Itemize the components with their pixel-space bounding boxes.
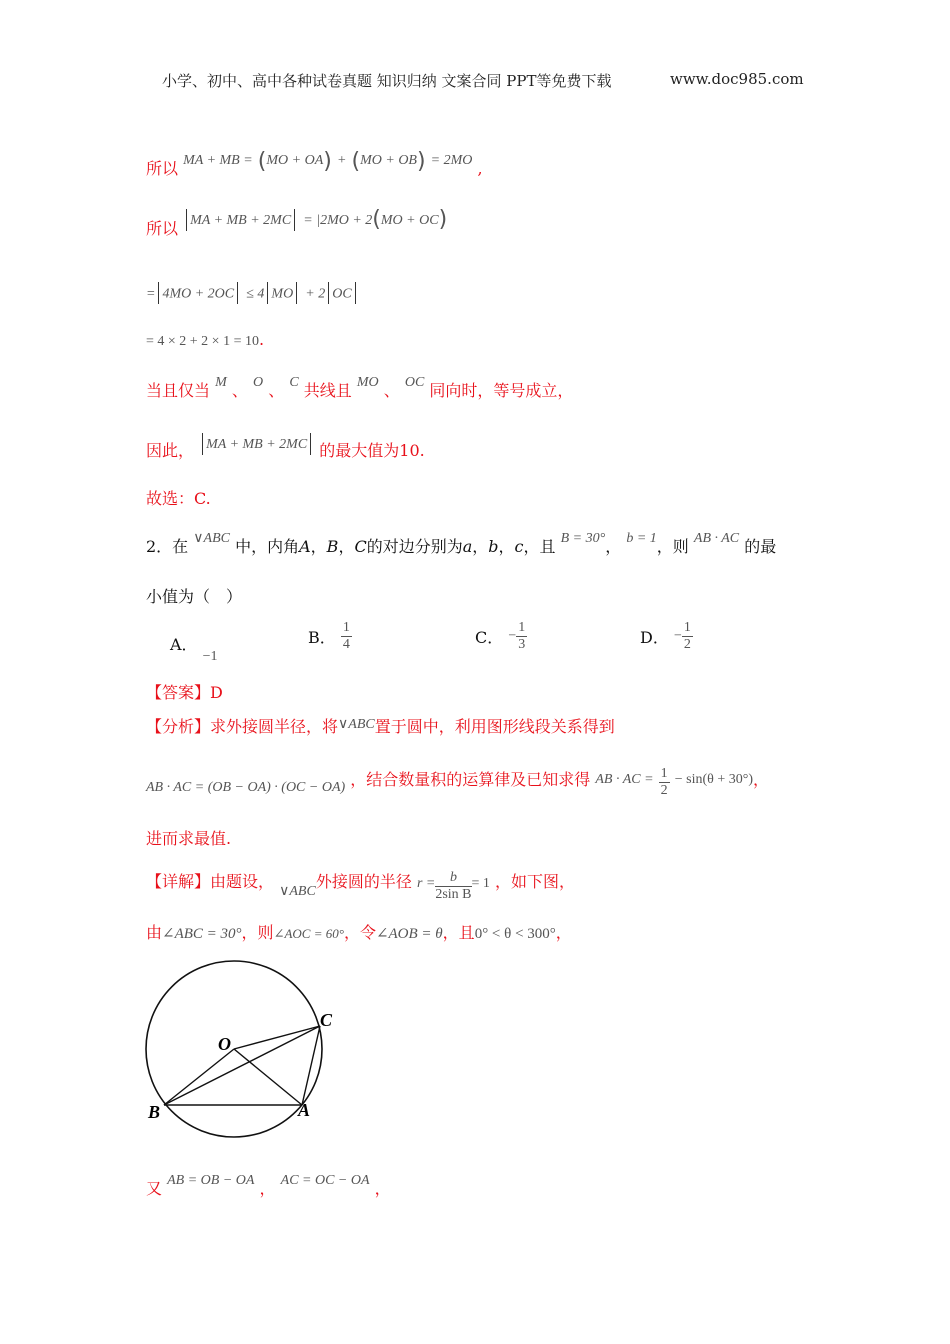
text: . bbox=[258, 330, 265, 349]
text: ， bbox=[259, 1179, 276, 1198]
fraction-numerator: 1 bbox=[342, 620, 350, 635]
option-label: D． bbox=[640, 628, 669, 647]
text: 由 bbox=[146, 923, 163, 942]
text: 的对边分别为 bbox=[366, 537, 463, 556]
detail-tag: 【详解】 bbox=[146, 872, 211, 891]
line-7: 故选：C. bbox=[146, 489, 211, 508]
text: 置于圆中，利用图形线段关系得到 bbox=[374, 717, 615, 736]
text: ，且 bbox=[523, 537, 556, 556]
text: 由题设， bbox=[210, 872, 275, 891]
line-2: 所以 MA + MB + 2MC = |2MO + 2(MO + OC) bbox=[146, 207, 448, 238]
option-sign: − bbox=[508, 628, 517, 644]
line-1: 所以 MA + MB = (MO + OA) + (MO + OB) = 2MO , bbox=[146, 149, 483, 178]
fraction-denominator: 2 bbox=[660, 783, 668, 798]
text: ，令 bbox=[343, 923, 376, 942]
option-d[interactable] bbox=[640, 620, 693, 653]
line-5 bbox=[146, 375, 574, 401]
text: ， bbox=[753, 770, 770, 789]
math: = 2MO bbox=[430, 153, 473, 168]
math: r = bbox=[416, 876, 436, 891]
math: MO + OB bbox=[360, 153, 417, 168]
text: 因此， bbox=[146, 441, 195, 460]
fraction-denominator: 4 bbox=[342, 637, 350, 652]
math: MA + MB + 2MC bbox=[206, 437, 308, 452]
segment-bc bbox=[164, 1026, 320, 1105]
segment-oa bbox=[234, 1049, 302, 1105]
text: 、 bbox=[383, 381, 400, 400]
question-line-1 bbox=[146, 531, 777, 557]
final-line bbox=[146, 1173, 391, 1199]
math: AB · AC bbox=[693, 531, 740, 546]
text: ，结合数量积的运算律及已知求得 bbox=[350, 770, 591, 789]
text: , bbox=[477, 159, 483, 178]
text: 2．在 bbox=[146, 537, 189, 556]
math: ∠AOC = 60° bbox=[273, 926, 344, 941]
text: 的最 bbox=[744, 537, 777, 556]
option-label: B． bbox=[308, 628, 336, 647]
header-text: 小学、初中、高中各种试卷真题 知识归纳 文案合同 PPT等免费下载 bbox=[162, 72, 612, 90]
text: 外接圆的半径 bbox=[315, 872, 412, 891]
text: 共线且 bbox=[303, 381, 352, 400]
fraction-numerator: 1 bbox=[660, 766, 668, 781]
option-label: A． bbox=[170, 635, 198, 654]
math: ∨ABC bbox=[279, 884, 316, 899]
text: ， bbox=[338, 537, 355, 556]
text: ，且 bbox=[442, 923, 475, 942]
answer-value: D bbox=[210, 683, 223, 702]
math: = bbox=[146, 286, 156, 302]
option-sign: − bbox=[673, 628, 682, 644]
text: ，则 bbox=[656, 537, 689, 556]
math: b = 1 bbox=[626, 531, 657, 546]
line-3 bbox=[146, 282, 359, 304]
math: − sin(θ + 30°) bbox=[674, 772, 754, 787]
math: 0° < θ < 300° bbox=[474, 926, 556, 942]
line-4 bbox=[146, 330, 264, 350]
option-c[interactable] bbox=[475, 620, 527, 653]
math: AB · AC = bbox=[595, 772, 654, 787]
math: MO + OA bbox=[266, 153, 324, 168]
text: 、 bbox=[231, 381, 248, 400]
math: O bbox=[252, 375, 264, 390]
math: B = 30° bbox=[560, 531, 606, 546]
math: = |2MO + 2 bbox=[303, 213, 373, 228]
math: = 1 bbox=[471, 876, 490, 891]
math: OC bbox=[404, 375, 425, 390]
text: ， bbox=[472, 537, 489, 556]
text: C bbox=[354, 537, 367, 556]
label-c: C bbox=[320, 1010, 333, 1030]
fraction-numerator: 1 bbox=[683, 620, 691, 635]
option-label: C． bbox=[475, 628, 504, 647]
analysis-tag: 【分析】 bbox=[146, 717, 211, 736]
header-site: www.doc985.com bbox=[670, 70, 804, 88]
text: 当且仅当 bbox=[146, 381, 211, 400]
text: 又 bbox=[146, 1179, 163, 1198]
text: 所以 bbox=[146, 219, 179, 238]
text: 所以 bbox=[146, 159, 179, 178]
text: ， bbox=[605, 537, 622, 556]
line-6 bbox=[146, 438, 425, 463]
circle-figure bbox=[140, 958, 340, 1144]
math: C bbox=[289, 375, 299, 390]
math: ∨ABC bbox=[338, 717, 375, 732]
math: M bbox=[215, 375, 227, 390]
text: b bbox=[488, 537, 499, 556]
segment-ob bbox=[164, 1049, 234, 1105]
label-a: A bbox=[298, 1100, 311, 1120]
text: c bbox=[514, 537, 524, 556]
option-b[interactable] bbox=[308, 620, 352, 653]
text: 的最大值为10. bbox=[319, 441, 425, 460]
math: MO bbox=[356, 375, 379, 390]
math: AB · AC = (OB − OA) · (OC − OA) bbox=[146, 780, 346, 795]
detail-line-2 bbox=[146, 920, 572, 943]
math: MA + MB + 2MC bbox=[190, 213, 292, 228]
math: 4MO + 2OC bbox=[162, 286, 235, 302]
text: ， bbox=[374, 1179, 391, 1198]
math: ∨ABC bbox=[193, 531, 230, 546]
fraction-numerator: b bbox=[435, 870, 471, 887]
analysis-line-2 bbox=[146, 766, 770, 803]
math: = 4 × 2 + 2 × 1 = 10 bbox=[146, 334, 259, 349]
math: + bbox=[336, 153, 347, 168]
math: OC bbox=[332, 286, 352, 302]
text: ， bbox=[310, 537, 327, 556]
label-o: O bbox=[218, 1034, 231, 1054]
analysis-line-1 bbox=[146, 714, 615, 737]
text: 求外接圆半径，将 bbox=[210, 717, 339, 736]
math: + 2 bbox=[305, 286, 326, 302]
fraction-denominator: 3 bbox=[518, 637, 526, 652]
option-a[interactable] bbox=[170, 632, 218, 664]
math: AB = OB − OA bbox=[167, 1173, 255, 1188]
math: ≤ 4 bbox=[246, 286, 265, 302]
analysis-line-3: 进而求最值. bbox=[146, 829, 232, 848]
option-value: −1 bbox=[202, 649, 218, 664]
text: ， bbox=[498, 537, 515, 556]
text: ，如下图， bbox=[495, 872, 576, 891]
fraction-denominator: 2sin B bbox=[435, 887, 472, 902]
text: a bbox=[462, 537, 473, 556]
math: MO + OC bbox=[380, 213, 439, 228]
text: 、 bbox=[268, 381, 285, 400]
text: 中，内角 bbox=[235, 537, 300, 556]
detail-line-1 bbox=[146, 866, 576, 902]
fraction-denominator: 2 bbox=[683, 637, 691, 652]
fraction-numerator: 1 bbox=[518, 620, 526, 635]
segment-oc bbox=[234, 1026, 320, 1049]
math: MA + MB = bbox=[183, 153, 253, 168]
text: ，则 bbox=[241, 923, 274, 942]
text: 同向时，等号成立， bbox=[429, 381, 574, 400]
text: A bbox=[299, 537, 311, 556]
math: MO bbox=[271, 286, 294, 302]
label-b: B bbox=[148, 1102, 161, 1122]
answer-line bbox=[146, 680, 223, 703]
text: ， bbox=[555, 923, 572, 942]
answer-tag: 【答案】 bbox=[146, 683, 211, 702]
question-line-2: 小值为（ ） bbox=[146, 587, 243, 606]
math: ∠AOB = θ bbox=[375, 926, 443, 942]
text: B bbox=[326, 537, 339, 556]
math: ∠ABC = 30° bbox=[162, 926, 242, 942]
math: AC = OC − OA bbox=[280, 1173, 370, 1188]
